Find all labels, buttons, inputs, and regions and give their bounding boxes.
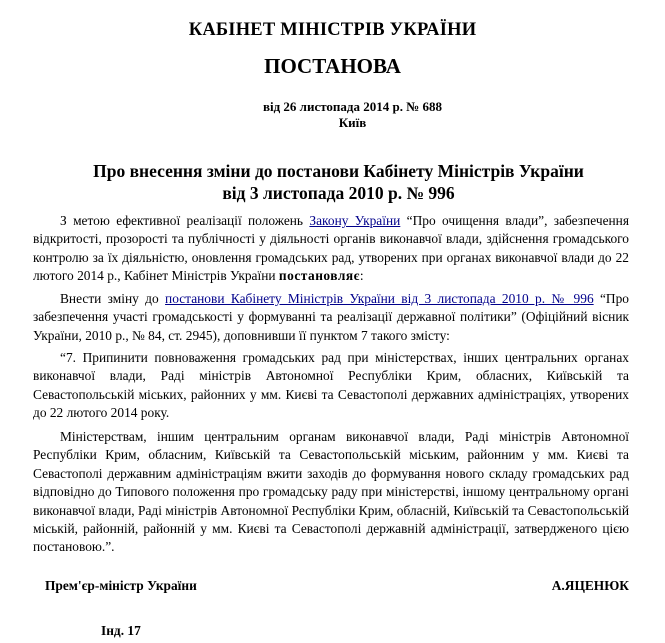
amendment-text-end: “Про забезпечення участі громадськості у формуванні та реалізації державної політики” (Офіційний вісник України, 2010 р., № 84, ст. 2945), доповнивши її пунктом 7 такого змісту: — [33, 291, 629, 343]
document-title — [6, 160, 665, 204]
resolution-link[interactable]: постанови Кабінету Міністрів України від 3 листопада 2010 р. № 996 — [165, 291, 594, 306]
document-type-heading: ПОСТАНОВА — [264, 54, 401, 78]
preamble-text-end: : — [359, 268, 364, 284]
document-index: Інд. 17 — [101, 623, 141, 638]
resolves-keyword: постановляє — [278, 268, 360, 284]
law-link[interactable]: Закону України — [309, 213, 401, 228]
preamble-text-middle: “Про очищення влади”, забезпечення відкритості, прозорості та публічності у діяльності органів виконавчої влади, здійснення громадського контролю за їх діяльністю, оновлення громадських рад, утворених при органах виконавчої влади до 22 лютого 2014 р., Кабінет Міністрів України — [33, 213, 629, 284]
signatory-name: А.ЯЦЕНЮК — [551, 578, 629, 593]
signatory-position: Прем'єр-міністр України — [45, 578, 197, 593]
title-line-2: від 3 листопада 2010 р. № 996 — [222, 183, 455, 203]
amendment-text-start: Внести зміну до — [60, 291, 166, 306]
date-line: від 26 листопада 2014 р. № 688 — [262, 99, 443, 114]
issuer-heading: КАБІНЕТ МІНІСТРІВ УКРАЇНИ — [188, 20, 477, 40]
title-line-1: Про внесення зміни до постанови Кабінету Міністрів України — [93, 161, 584, 181]
paragraph-point-7-continued: Міністерствам, іншим центральним органам виконавчої влади, Раді міністрів Автономної Республіки Крим, обласним, Київській та Севастопольській міським, районним у мм. Києві та Севастополі державним адміністраціям вжити заходів до формування нового складу громадських рад відповідно до Типового положення про громадську раду при міністерстві, іншому центральному органі виконавчої влади, Раді міністрів Автономної Республіки Крим, обласній, Київській та Севастопольській міській, районній, районній у мм. Києві та Севастополі державній адміністрації, затвердженого цією постановою.”. — [33, 429, 629, 555]
paragraph-amendment — [33, 290, 629, 345]
paragraph-preamble — [33, 212, 629, 286]
paragraph-point-7: “7. Припинити повноваження громадських рад при міністерствах, інших центральних органах виконавчої влади, Раді міністрів Автономної Республіки Крим, обласних, Київській та Севастопольській міських, районних у мм. Києві та Севастополі державних адміністраціях, утворених до 22 лютого 2014 року. — [33, 350, 629, 421]
preamble-text-start: З метою ефективної реалізації положень — [60, 213, 310, 228]
city-line: Київ — [338, 115, 367, 130]
